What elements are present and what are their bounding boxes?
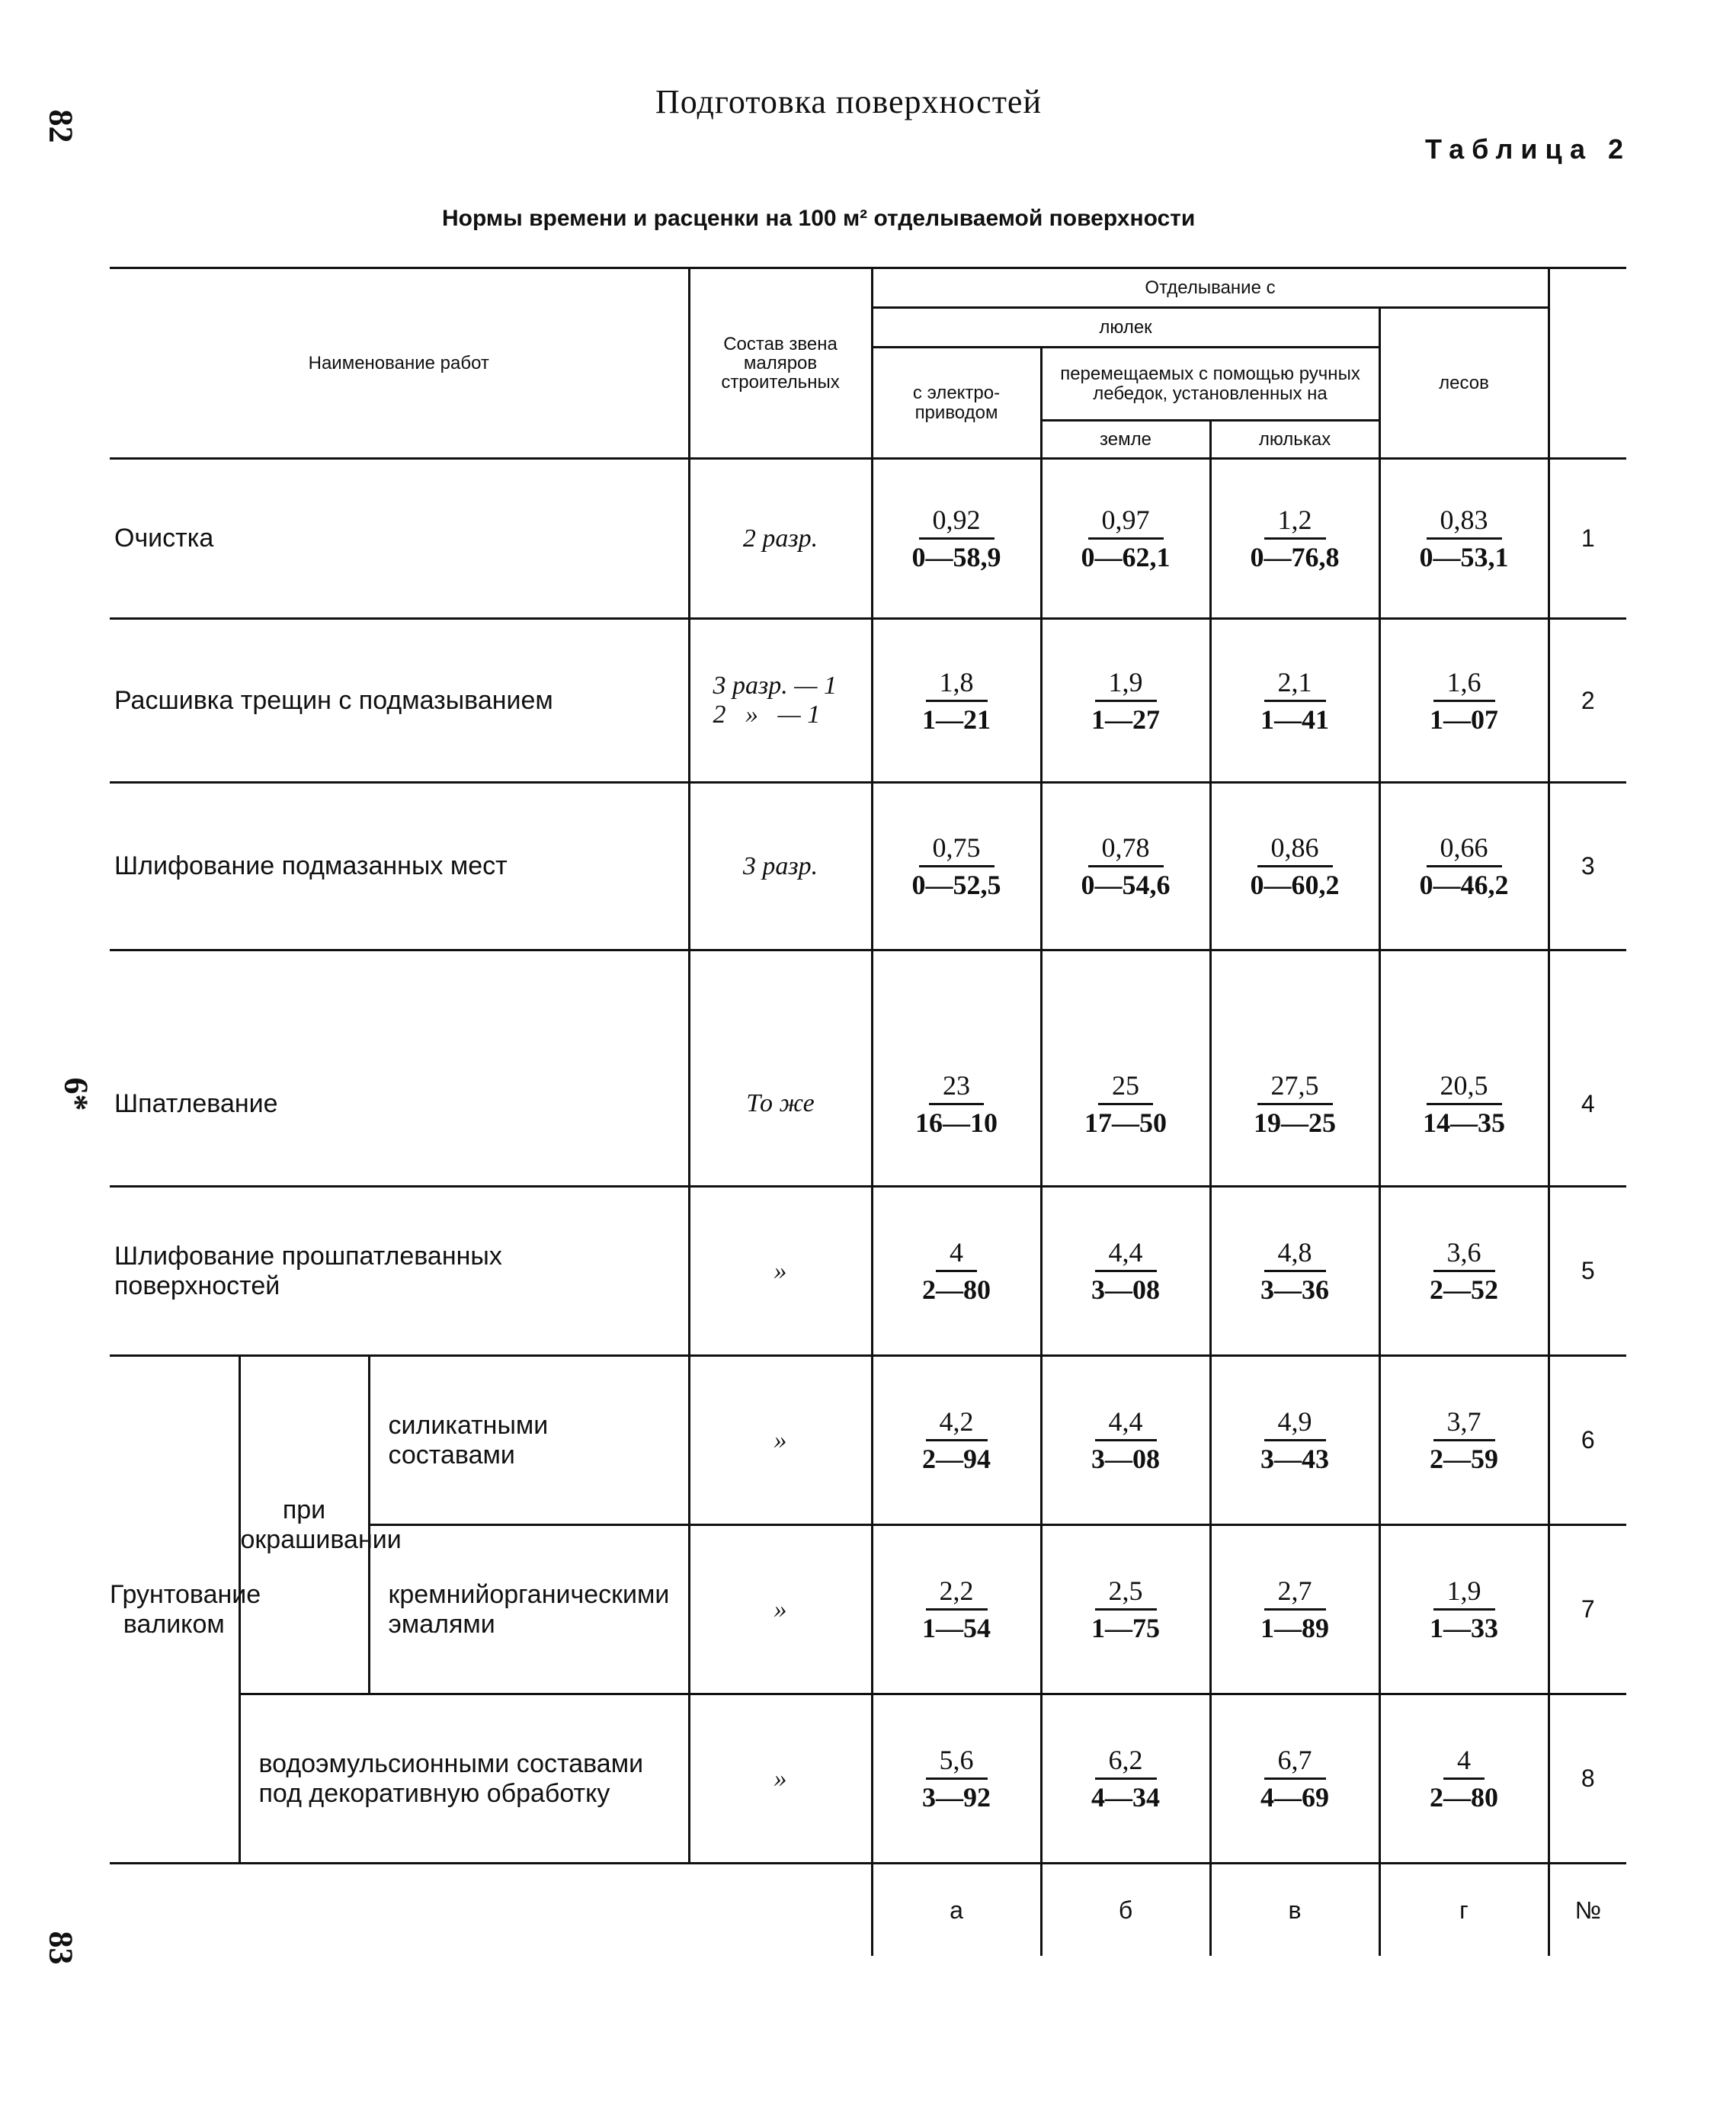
rate: 2—80	[922, 1274, 991, 1305]
rate: 3—92	[922, 1782, 991, 1813]
norm-time: 2,2	[926, 1575, 988, 1611]
column-letters-row	[110, 1864, 1626, 1957]
group-when-painting: при окрашивании	[239, 1356, 369, 1694]
rate: 19—25	[1254, 1107, 1337, 1138]
header-work-name: Наименование работ	[110, 268, 689, 459]
norm-time: 5,6	[926, 1744, 988, 1780]
value-cell	[873, 1744, 1040, 1813]
value-cell	[1212, 1069, 1379, 1139]
marginal-mark: 6*	[57, 1077, 95, 1111]
rate: 2—94	[922, 1444, 991, 1474]
value-cell	[1212, 832, 1379, 901]
table-row	[110, 1023, 1626, 1187]
norm-time: 4	[936, 1236, 977, 1272]
norm-time: 3,7	[1433, 1406, 1495, 1441]
value-cell	[1043, 1575, 1209, 1644]
norm-time: 0,83	[1427, 504, 1502, 540]
rate: 2—80	[1430, 1782, 1499, 1813]
rate: 3—08	[1091, 1274, 1161, 1305]
header-ground: земле	[1041, 421, 1210, 459]
header-empty	[1549, 268, 1626, 459]
norm-time: 4	[1443, 1744, 1485, 1780]
norm-time: 2,1	[1264, 666, 1326, 702]
norm-time: 4,4	[1095, 1406, 1157, 1441]
value-cell	[1043, 1069, 1209, 1139]
header-finishing-with: Отделывание с	[872, 268, 1549, 308]
column-letter: а	[872, 1864, 1041, 1957]
row-crew: »	[689, 1187, 872, 1356]
row-crew: То же	[689, 1023, 872, 1187]
row-number: 4	[1549, 1023, 1626, 1187]
row-number: 8	[1549, 1694, 1626, 1864]
norm-time: 0,75	[919, 832, 995, 867]
column-number-sign: №	[1549, 1864, 1626, 1957]
rate: 1—33	[1430, 1613, 1499, 1643]
rate: 16—10	[915, 1107, 998, 1138]
norm-time: 0,97	[1088, 504, 1164, 540]
page-break-gap	[110, 950, 1626, 1023]
value-cell	[873, 1236, 1040, 1306]
table-row	[110, 1356, 1626, 1525]
rate: 0—53,1	[1419, 542, 1509, 572]
value-cell	[1043, 1236, 1209, 1306]
row-crew: »	[689, 1694, 872, 1864]
value-cell	[1043, 504, 1209, 573]
norm-time: 2,5	[1095, 1575, 1157, 1611]
norm-time: 25	[1098, 1069, 1153, 1105]
value-cell	[873, 832, 1040, 901]
rate: 1—21	[922, 704, 991, 735]
value-cell	[1381, 832, 1548, 901]
header-scaffold: лесов	[1379, 308, 1549, 459]
rate: 1—89	[1260, 1613, 1330, 1643]
row-name: Шлифование прошпатлеванных поверхностей	[110, 1187, 689, 1356]
norm-time: 1,6	[1433, 666, 1495, 702]
value-cell	[1381, 1575, 1548, 1644]
table-caption: Нормы времени и расценки на 100 м² отделываемой поверхности	[442, 206, 1196, 231]
column-letter: г	[1379, 1864, 1549, 1957]
rate: 0—76,8	[1250, 542, 1340, 572]
table-label: Таблица 2	[1425, 133, 1632, 165]
norm-time: 1,8	[926, 666, 988, 702]
norm-time: 1,9	[1095, 666, 1157, 702]
row-number: 7	[1549, 1525, 1626, 1694]
rate: 0—46,2	[1419, 870, 1509, 900]
row-number: 3	[1549, 783, 1626, 950]
norm-time: 0,66	[1427, 832, 1502, 867]
row-name: Шлифование подмазанных мест	[110, 783, 689, 950]
row-name: Расшивка трещин с подмазыванием	[110, 619, 689, 783]
row-name: силикатными составами	[369, 1356, 689, 1525]
header-electric: с электро-приводом	[872, 348, 1041, 459]
table-row	[110, 1187, 1626, 1356]
rate: 1—07	[1430, 704, 1499, 735]
rate: 1—41	[1260, 704, 1330, 735]
norm-time: 6,7	[1264, 1744, 1326, 1780]
header-cradles: люлек	[872, 308, 1379, 348]
norm-time: 0,86	[1257, 832, 1333, 867]
value-cell	[1043, 1744, 1209, 1813]
value-cell	[1043, 666, 1209, 736]
value-cell	[1043, 1406, 1209, 1475]
norm-time: 0,78	[1088, 832, 1164, 867]
rate: 0—52,5	[911, 870, 1001, 900]
header-crew: Состав звена маляров строительных	[689, 268, 872, 459]
row-crew: 3 разр.	[689, 783, 872, 950]
value-cell	[1381, 666, 1548, 736]
norm-time: 2,7	[1264, 1575, 1326, 1611]
value-cell	[1381, 1744, 1548, 1813]
row-name: кремнийорганическими эмалями	[369, 1525, 689, 1694]
row-number: 6	[1549, 1356, 1626, 1525]
row-name: Очистка	[110, 459, 689, 619]
value-cell	[873, 1069, 1040, 1139]
row-name: водоэмульсионными составами под декоративную обработку	[239, 1694, 689, 1864]
rate: 14—35	[1423, 1107, 1506, 1138]
column-letter: б	[1041, 1864, 1210, 1957]
table-row	[110, 619, 1626, 783]
row-name: Шпатлевание	[114, 1088, 278, 1118]
table-row	[110, 1694, 1626, 1864]
rate: 2—59	[1430, 1444, 1499, 1474]
norm-time: 1,2	[1264, 504, 1326, 540]
rate: 1—27	[1091, 704, 1161, 735]
rate: 2—52	[1430, 1274, 1499, 1305]
norm-time: 4,9	[1264, 1406, 1326, 1441]
header-manual: перемещаемых с помощью ручных лебедок, установленных на	[1041, 348, 1379, 421]
rate: 0—60,2	[1250, 870, 1340, 900]
rate: 3—36	[1260, 1274, 1330, 1305]
rate: 3—08	[1091, 1444, 1161, 1474]
row-crew: 3 разр. — 1 2 » — 1	[689, 619, 872, 783]
rate: 4—69	[1260, 1782, 1330, 1813]
row-crew: »	[689, 1525, 872, 1694]
norm-time: 27,5	[1257, 1069, 1333, 1105]
row-crew: »	[689, 1356, 872, 1525]
table-row	[110, 783, 1626, 950]
norms-table	[110, 267, 1626, 1956]
rate: 0—58,9	[911, 542, 1001, 572]
bottom-page-number: 83	[42, 1931, 80, 1965]
value-cell	[1212, 504, 1379, 573]
value-cell	[1212, 1575, 1379, 1644]
value-cell	[1381, 504, 1548, 573]
value-cell	[873, 504, 1040, 573]
rate: 1—54	[922, 1613, 991, 1643]
header-cradles-on: люльках	[1210, 421, 1379, 459]
row-crew: 2 разр.	[689, 459, 872, 619]
norm-time: 1,9	[1433, 1575, 1495, 1611]
norm-time: 20,5	[1427, 1069, 1502, 1105]
left-page-number: 82	[42, 109, 80, 143]
rate: 17—50	[1084, 1107, 1167, 1138]
value-cell	[873, 666, 1040, 736]
value-cell	[1212, 1744, 1379, 1813]
rate: 1—75	[1091, 1613, 1161, 1643]
norm-time: 23	[929, 1069, 984, 1105]
rate: 3—43	[1260, 1444, 1330, 1474]
table-row	[110, 459, 1626, 619]
norm-time: 4,2	[926, 1406, 988, 1441]
row-number: 5	[1549, 1187, 1626, 1356]
column-letter: в	[1210, 1864, 1379, 1957]
rate: 4—34	[1091, 1782, 1161, 1813]
value-cell	[1212, 1406, 1379, 1475]
norm-time: 3,6	[1433, 1236, 1495, 1272]
row-number: 2	[1549, 619, 1626, 783]
norm-time: 0,92	[919, 504, 995, 540]
value-cell	[1381, 1069, 1548, 1139]
value-cell	[873, 1575, 1040, 1644]
value-cell	[1381, 1406, 1548, 1475]
value-cell	[1212, 1236, 1379, 1306]
value-cell	[1381, 1236, 1548, 1306]
value-cell	[1043, 832, 1209, 901]
rate: 0—62,1	[1081, 542, 1171, 572]
group-priming: Грунтование валиком	[110, 1356, 239, 1864]
value-cell	[1212, 666, 1379, 736]
value-cell	[873, 1406, 1040, 1475]
norm-time: 4,8	[1264, 1236, 1326, 1272]
section-title: Подготовка поверхностей	[655, 83, 1042, 120]
row-number: 1	[1549, 459, 1626, 619]
rate: 0—54,6	[1081, 870, 1171, 900]
norm-time: 6,2	[1095, 1744, 1157, 1780]
norm-time: 4,4	[1095, 1236, 1157, 1272]
